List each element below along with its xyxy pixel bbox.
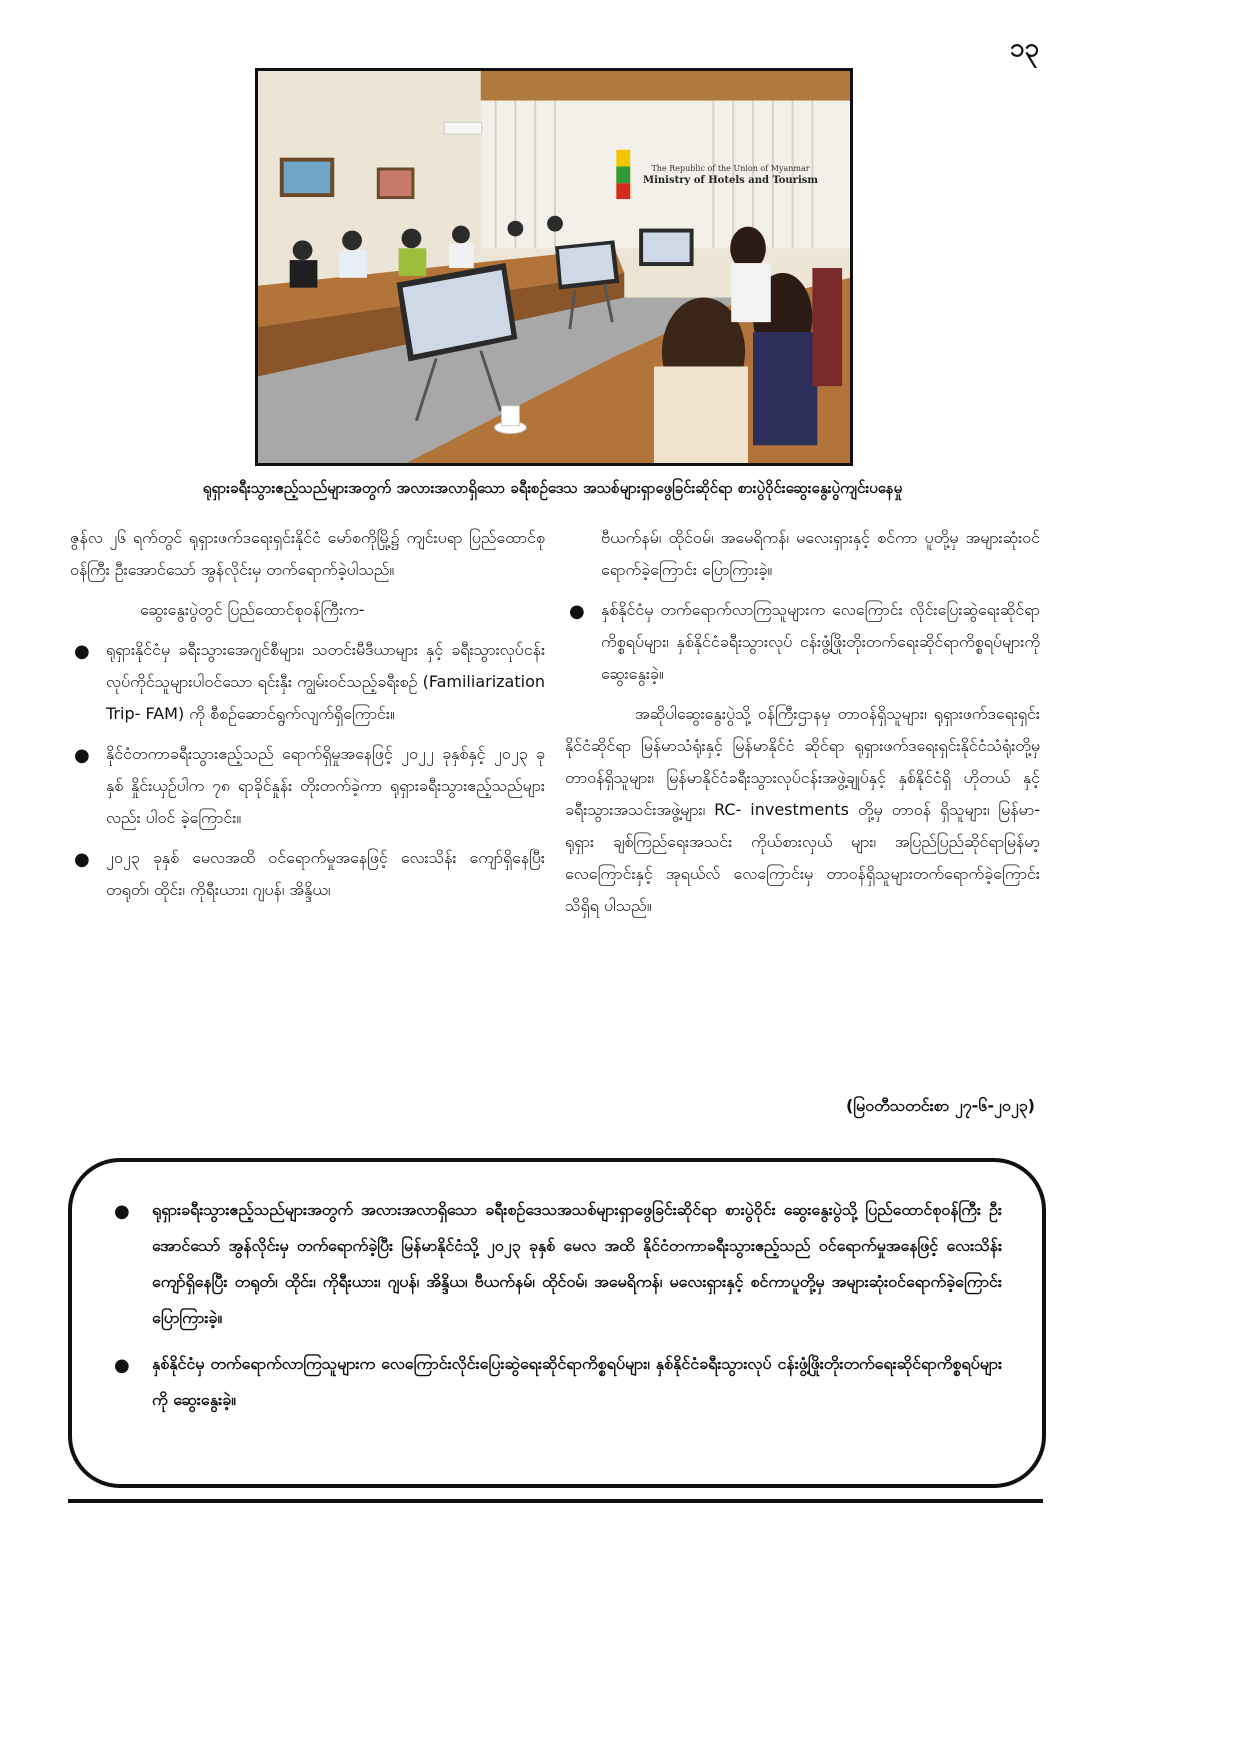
meeting-room-illustration — [258, 71, 850, 463]
list-item — [70, 738, 545, 834]
banner-line-2: Ministry of Hotels and Tourism — [643, 175, 818, 187]
footer-divider — [68, 1499, 1043, 1503]
bullet-icon: ● — [114, 1355, 130, 1376]
list-item-text: ၂၀၂၃ ခုနှစ် မေလအထိ ဝင်ရောက်မှုအနေဖြင့် လေးသိန်း ကျော်ရှိနေပြီး တရုတ်၊ ထိုင်း၊ ကိုရီးယား၊ ဂျပန်၊ အိန္ဒိယ၊ — [106, 848, 545, 899]
lead-paragraph: ဆွေးနွေးပွဲတွင် ပြည်ထောင်စုဝန်ကြီးက- — [140, 600, 365, 619]
summary-item — [112, 1346, 1002, 1418]
summary-item — [112, 1192, 1002, 1336]
bullet-icon: ● — [114, 1201, 130, 1222]
source-citation: (မြဝတီသတင်းစာ ၂၇-၆-၂၀၂၃) — [845, 1096, 1035, 1115]
photo-banner-text — [643, 163, 818, 188]
continuation-paragraph: ဗီယက်နမ်၊ ထိုင်ဝမ်၊ အမေရိကန်၊ မလေးရှားနှင့် စင်ကာ ပူတို့မှ အများဆုံးဝင်ရောက်ခဲ့ကြောင်း ပြောကြားခဲ့။ — [601, 528, 1040, 579]
right-column — [565, 522, 1040, 930]
list-item — [70, 634, 545, 730]
bullet-icon: ● — [74, 849, 90, 870]
list-item — [565, 594, 1040, 690]
left-column — [70, 522, 545, 914]
banner-line-1: The Republic of the Union of Myanmar — [651, 164, 810, 173]
page-number: ၁၃ — [1009, 33, 1039, 63]
meeting-photo — [255, 68, 853, 466]
list-item-text: နှစ်နိုင်ငံမှ တက်ရောက်လာကြသူများက လေကြောင်း လိုင်းပြေးဆွဲရေးဆိုင်ရာ ကိစ္စရပ်များ၊ နှစ်နိုင်ငံခရီးသွားလုပ် ငန်းဖွံ့ဖြိုးတိုးတက်ရေးဆိုင်ရာကိစ္စရပ်များကို ဆွေးနွေးခဲ့။ — [601, 600, 1040, 683]
list-item-text: နိုင်ငံတကာခရီးသွားဧည့်သည် ရောက်ရှိမှုအနေဖြင့် ၂၀၂၂ ခုနှစ်နှင့် ၂၀၂၃ ခုနှစ် နှိုင်းယှဉ်ပါက ၇၈ ရာခိုင်နှုန်း တိုးတက်ခဲ့ကာ ရုရှားခရီးသွားဧည့်သည်များလည်း ပါဝင် ခဲ့ကြောင်း။ — [106, 744, 545, 827]
list-item-text: ရုရှားနိုင်ငံမှ ခရီးသွားအေဂျင်စီများ၊ သတင်းမီဒီယာများ နှင့် ခရီးသွားလုပ်ငန်းလုပ်ကိုင်သူများပါဝင်သော ရင်းနှီး ကျွမ်းဝင်သည့်ခရီးစဉ် (Familiarization Trip- FAM) ကို စီစဉ်ဆောင်ရွက်လျက်ရှိကြောင်း။ — [106, 640, 545, 723]
summary-item-text: ရုရှားခရီးသွားဧည့်သည်များအတွက် အလားအလာရှိသော ခရီးစဉ်ဒေသအသစ်များရှာဖွေခြင်းဆိုင်ရာ စားပွဲဝိုင်း ဆွေးနွေးပွဲသို့ ပြည်ထောင်စုဝန်ကြီး ဦးအောင်သော် အွန်လိုင်းမှ တက်ရောက်ခဲ့ပြီး မြန်မာနိုင်ငံသို့ ၂၀၂၃ ခုနှစ် မေလ အထိ နိုင်ငံတကာခရီးသွားဧည့်သည် ဝင်ရောက်မှုအနေဖြင့် လေးသိန်းကျော်ရှိနေပြီး တရုတ်၊ ထိုင်း၊ ကိုရီးယား၊ ဂျပန်၊ အိန္ဒိယ၊ ဗီယက်နမ်၊ ထိုင်ဝမ်၊ အမေရိကန်၊ မလေးရှားနှင့် စင်ကာပူတို့မှ အများဆုံးဝင်ရောက်ခဲ့ကြောင်း ပြောကြားခဲ့။ — [152, 1200, 1002, 1327]
photo-caption: ရုရှားခရီးသွားဧည့်သည်များအတွက် အလားအလာရှိသော ခရီးစဉ်ဒေသ အသစ်များရှာဖွေခြင်းဆိုင်ရာ စားပွဲဝိုင်းဆွေးနွေးပွဲကျင်းပနေမှု — [202, 479, 903, 497]
summary-box — [68, 1158, 1046, 1488]
summary-list — [112, 1192, 1002, 1418]
closing-paragraph: အဆိုပါဆွေးနွေးပွဲသို့ ဝန်ကြီးဌာနမှ တာဝန်ရှိသူများ၊ ရုရှားဖက်ဒရေးရှင်းနိုင်ငံဆိုင်ရာ မြန်မာသံရုံးနှင့် မြန်မာနိုင်ငံ ဆိုင်ရာ ရုရှားဖက်ဒရေးရှင်းနိုင်ငံသံရုံးတို့မှ တာဝန်ရှိသူများ၊ မြန်မာနိုင်ငံခရီးသွားလုပ်ငန်းအဖွဲ့ချုပ်နှင့် နှစ်နိုင်ငံရှိ ဟိုတယ် နှင့် ခရီးသွားအသင်းအဖွဲ့များ၊ RC- investments တို့မှ တာဝန် ရှိသူများ၊ မြန်မာ- ရုရှား ချစ်ကြည်ရေးအသင်း ကိုယ်စားလှယ် များ၊ အပြည်ပြည်ဆိုင်ရာမြန်မာ့လေကြောင်းနှင့် အုရယ်လ် လေကြောင်းမှ တာဝန်ရှိသူများတက်ရောက်ခဲ့ကြောင်း သိရှိရ ပါသည်။ — [565, 704, 1040, 915]
intro-paragraph: ဇွန်လ ၂၆ ရက်တွင် ရုရှားဖက်ဒရေးရှင်းနိုင်ငံ မော်စကိုမြို့၌ ကျင်းပရာ ပြည်ထောင်စုဝန်ကြီး ဦးအောင်သော် အွန်လိုင်းမှ တက်ရောက်ခဲ့ပါသည်။ — [70, 528, 545, 579]
bullet-icon: ● — [569, 601, 585, 622]
summary-item-text: နှစ်နိုင်ငံမှ တက်ရောက်လာကြသူများက လေကြောင်းလိုင်းပြေးဆွဲရေးဆိုင်ရာကိစ္စရပ်များ၊ နှစ်နိုင်ငံခရီးသွားလုပ် ငန်းဖွံ့ဖြိုးတိုးတက်ရေးဆိုင်ရာကိစ္စရပ်များကို ဆွေးနွေးခဲ့။ — [152, 1354, 1002, 1409]
bullet-icon: ● — [74, 641, 90, 662]
list-item — [70, 842, 545, 906]
left-bullet-list — [70, 634, 545, 906]
bullet-icon: ● — [74, 745, 90, 766]
right-bullet-list — [565, 594, 1040, 690]
